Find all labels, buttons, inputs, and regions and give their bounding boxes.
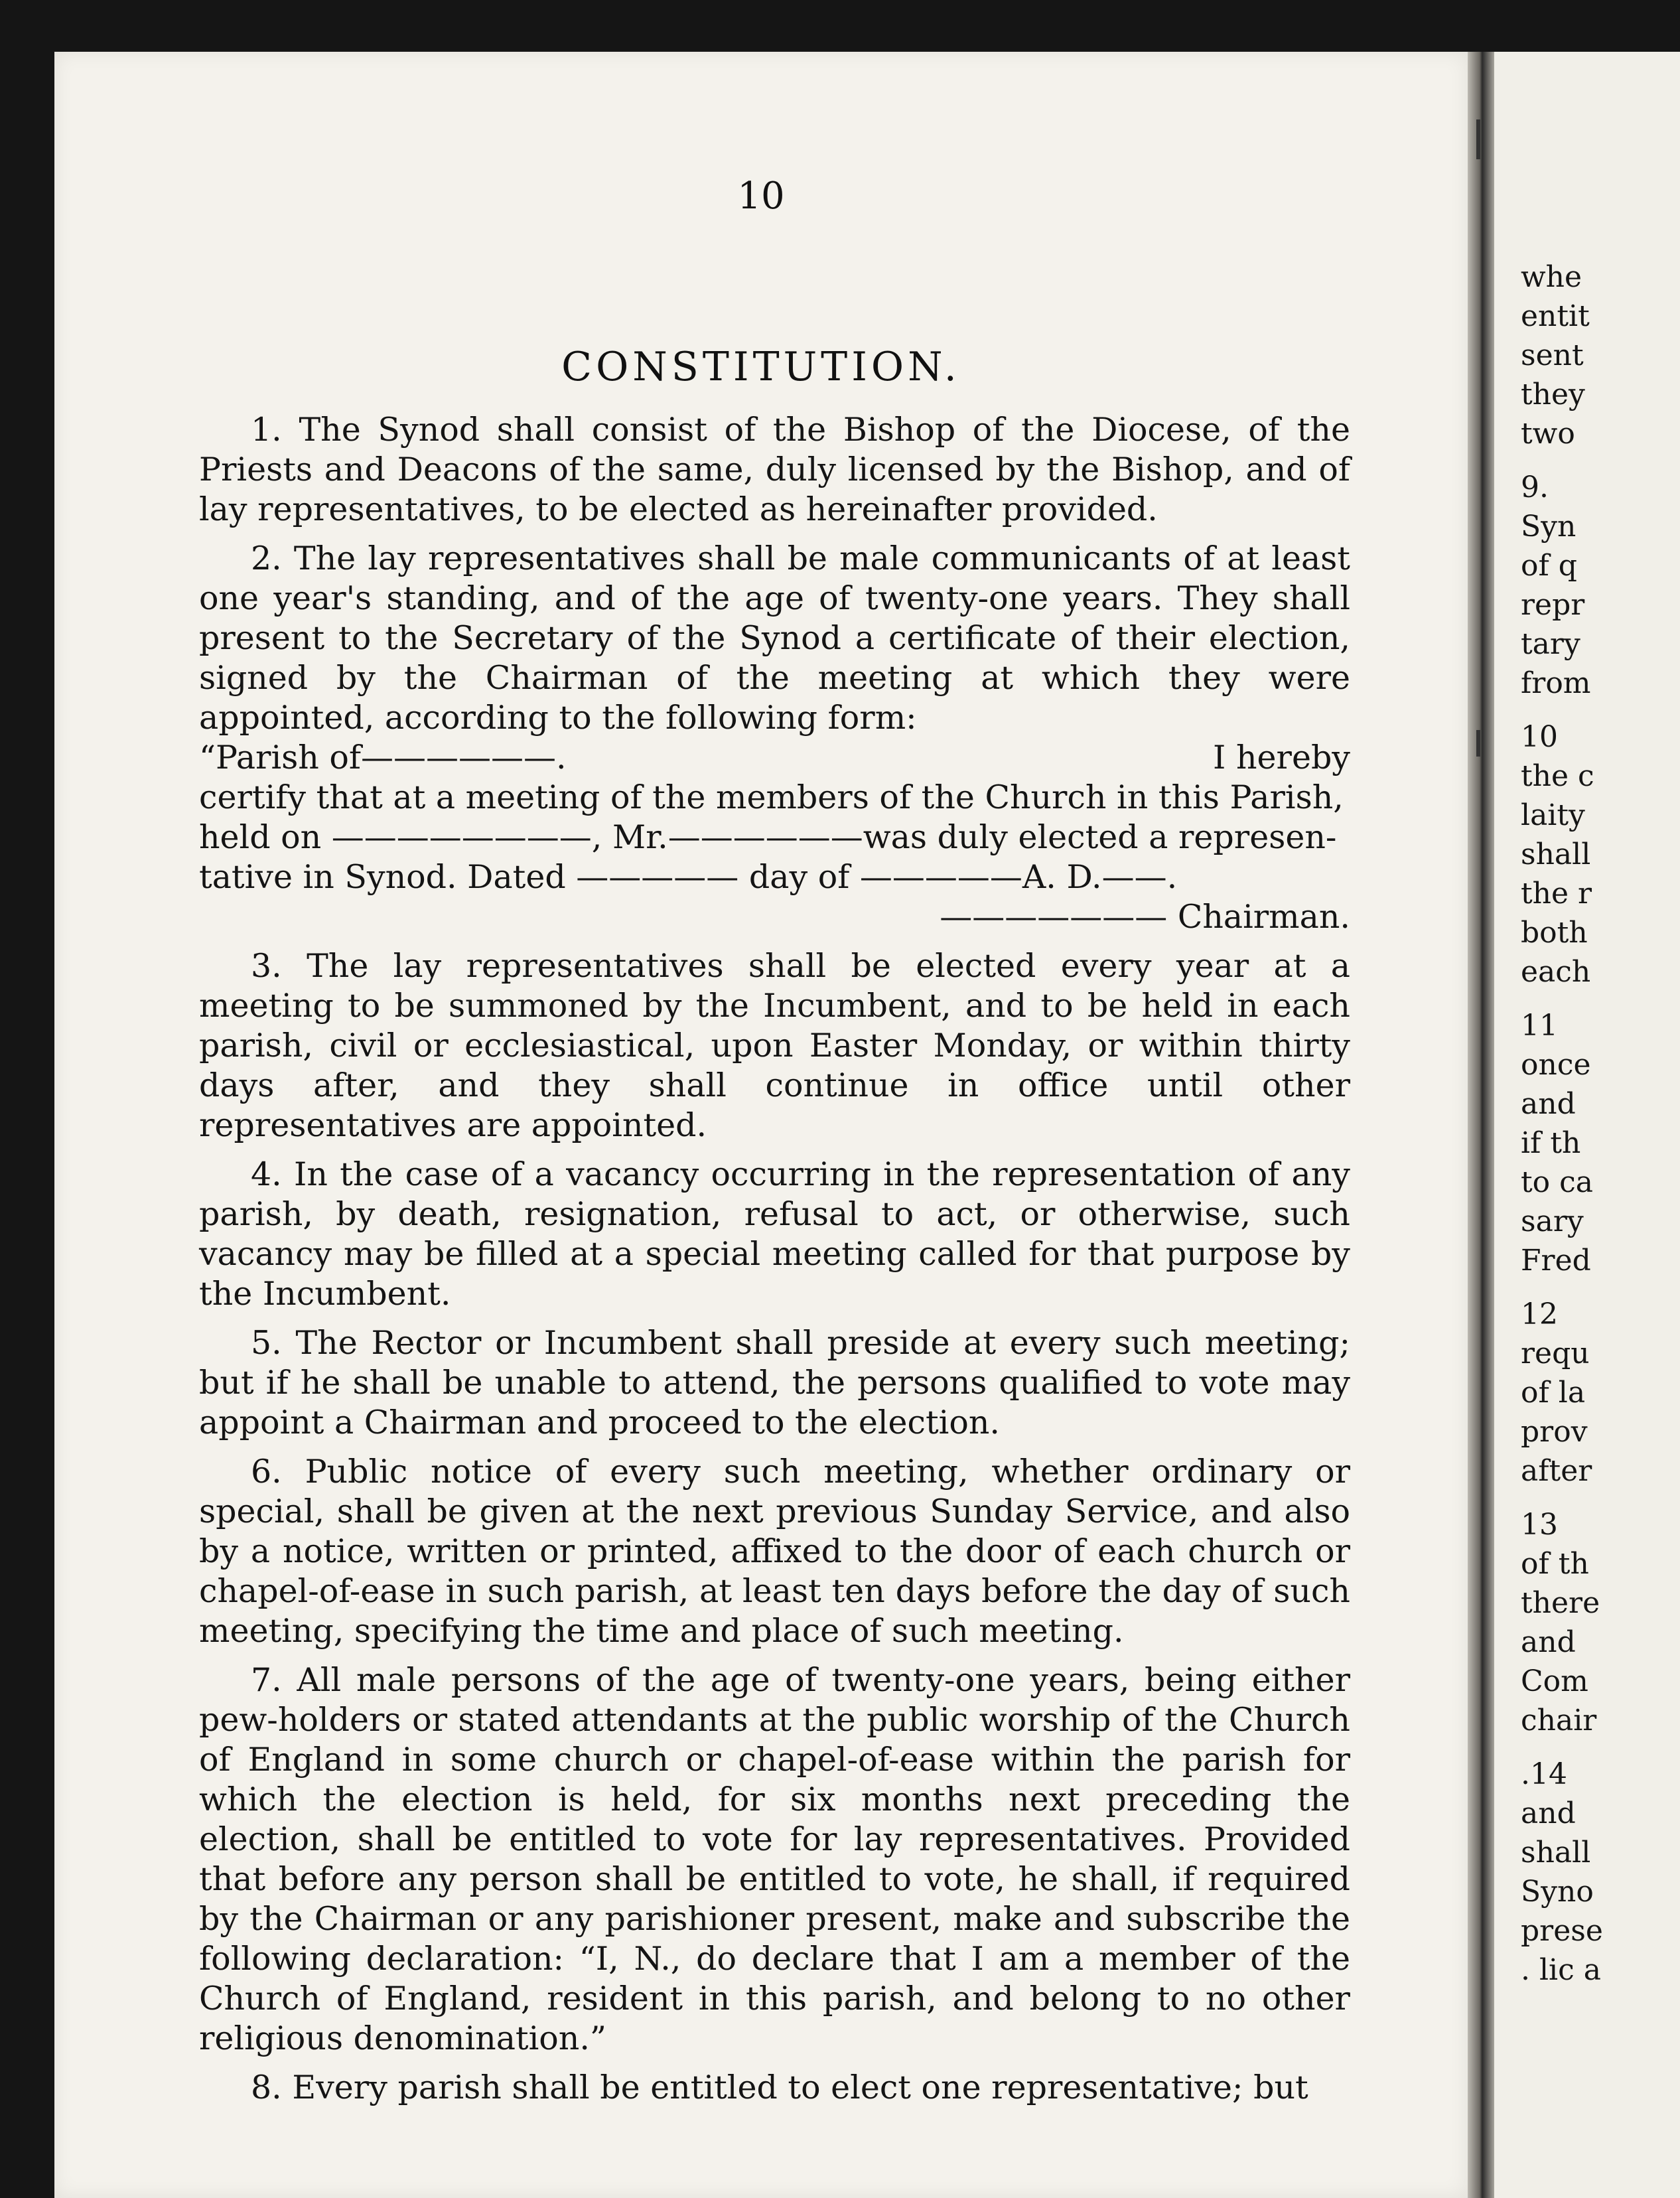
form-hereby: I hereby	[1213, 739, 1350, 776]
fragment-line: if th	[1521, 1126, 1581, 1160]
fragment-line: 9.	[1521, 471, 1549, 504]
fragment-line: sent	[1521, 338, 1584, 372]
book-gutter	[1468, 52, 1494, 2198]
right-page-fragments	[1521, 257, 1680, 1990]
form-parish-field: “Parish of——————.	[199, 739, 567, 776]
constitution-body	[199, 410, 1350, 2117]
fragment-line: after	[1521, 1454, 1592, 1488]
spacer	[1521, 703, 1680, 717]
fragment-line: entit	[1521, 299, 1590, 333]
article-6: 6. Public notice of every such meeting, whether ordinary or special, shall be given at the next previous Sunday Service, and also by a notice, written or printed, affixed to the door of each church or chapel-of-ease in such parish, at least ten days before the day of such meeting, specifying the time and place of such meeting.	[199, 1453, 1350, 1650]
certificate-form	[199, 738, 1350, 937]
form-line-2: certify that at a meeting of the members of the Church in this Parish,	[199, 778, 1344, 816]
fragment-line: whe	[1521, 260, 1582, 294]
fragment-line: 12	[1521, 1297, 1558, 1331]
fragment-line: to ca	[1521, 1165, 1594, 1199]
fragment-line: each	[1521, 955, 1591, 989]
page-edge-mark	[1476, 119, 1480, 159]
fragment-line: of q	[1521, 549, 1577, 583]
fragment-line: Fred	[1521, 1244, 1591, 1278]
fragment-line: sary	[1521, 1205, 1584, 1238]
fragment-line: .14	[1521, 1757, 1567, 1791]
fragment-line: both	[1521, 916, 1588, 950]
fragment-line: and	[1521, 1625, 1576, 1659]
spacer	[1521, 453, 1680, 468]
article-8-start: 8. Every parish shall be entitled to elect one representative; but	[251, 2069, 1308, 2106]
fragment-line: shall	[1521, 838, 1591, 871]
article-1: 1. The Synod shall consist of the Bishop of the Diocese, of the Priests and Deacons of the same, duly licensed by the Bishop, and of lay representatives, to be elected as hereinafter provided.	[199, 411, 1350, 528]
form-line-1	[199, 738, 1350, 778]
fragment-line: the c	[1521, 759, 1594, 793]
fragment-line: . lic a	[1521, 1953, 1601, 1987]
spacer	[1521, 1740, 1680, 1755]
fragment-line: 13	[1521, 1508, 1558, 1542]
fragment-line: Syn	[1521, 510, 1576, 544]
fragment-line: once	[1521, 1048, 1591, 1082]
fragment-line: 10	[1521, 720, 1558, 754]
section-heading: CONSTITUTION.	[561, 344, 961, 390]
form-signature-line: ——————— Chairman.	[940, 898, 1350, 936]
right-page-edge	[1494, 52, 1680, 2198]
form-line-4: tative in Synod. Dated ————— day of —————A. D.——.	[199, 858, 1178, 896]
page-number: 10	[737, 175, 785, 218]
fragment-line: 11	[1521, 1009, 1558, 1043]
fragment-line: there	[1521, 1586, 1600, 1620]
fragment-line: from	[1521, 666, 1591, 700]
fragment-line: of th	[1521, 1547, 1589, 1581]
form-line-3: held on ————————, Mr.——————was duly elected a represen-	[199, 818, 1337, 856]
fragment-line: shall	[1521, 1836, 1591, 1869]
fragment-line: Com	[1521, 1664, 1588, 1698]
article-2: 2. The lay representatives shall be male communicants of at least one year's standing, and of the age of twenty-one years. They shall present to the Secretary of the Synod a certificate of their election, signed by the Chairman of the meeting at which they were appointed, according to the following form:	[199, 540, 1350, 737]
article-4: 4. In the case of a vacancy occurring in the representation of any parish, by death, resignation, refusal to act, or otherwise, such vacancy may be filled at a special meeting called for that purpose by the Incumbent.	[199, 1155, 1350, 1313]
fragment-line: laity	[1521, 798, 1585, 832]
left-page	[54, 52, 1468, 2198]
fragment-line: tary	[1521, 627, 1580, 661]
page-edge-mark	[1476, 730, 1480, 757]
fragment-line: chair	[1521, 1704, 1597, 1737]
fragment-line: repr	[1521, 588, 1585, 622]
fragment-line: and	[1521, 1087, 1576, 1121]
spacer	[1521, 1491, 1680, 1505]
article-3: 3. The lay representatives shall be elected every year at a meeting to be summoned by the Incumbent, and to be held in each parish, civil or ecclesiastical, upon Easter Monday, or within thirty days after, and they shall continue in office until other representatives are appointed.	[199, 947, 1350, 1144]
fragment-line: prov	[1521, 1415, 1588, 1449]
fragment-line: two	[1521, 417, 1575, 451]
spacer	[1521, 1280, 1680, 1295]
fragment-line: the r	[1521, 877, 1592, 911]
fragment-line: requ	[1521, 1337, 1590, 1370]
fragment-line: of la	[1521, 1376, 1586, 1410]
spacer	[1521, 991, 1680, 1006]
article-7: 7. All male persons of the age of twenty-one years, being either pew-holders or stated attendants at the public worship of the Church of England in some church or chapel-of-ease within the parish for which the election is held, for six months next preceding the election, shall be entitled to vote for lay representatives. Provided that before any person shall be entitled to vote, he shall, if required by the Chairman or any parishioner present, make and subscribe the following declaration: “I, N., do declare that I am a member of the Church of England, resident in this parish, and belong to no other religious denomination.”	[199, 1661, 1350, 2057]
fragment-line: and	[1521, 1796, 1576, 1830]
fragment-line: they	[1521, 378, 1585, 411]
article-5: 5. The Rector or Incumbent shall preside at every such meeting; but if he shall be unable to attend, the persons qualified to vote may appoint a Chairman and proceed to the election.	[199, 1324, 1350, 1441]
fragment-line: Syno	[1521, 1875, 1594, 1909]
fragment-line: prese	[1521, 1914, 1603, 1948]
